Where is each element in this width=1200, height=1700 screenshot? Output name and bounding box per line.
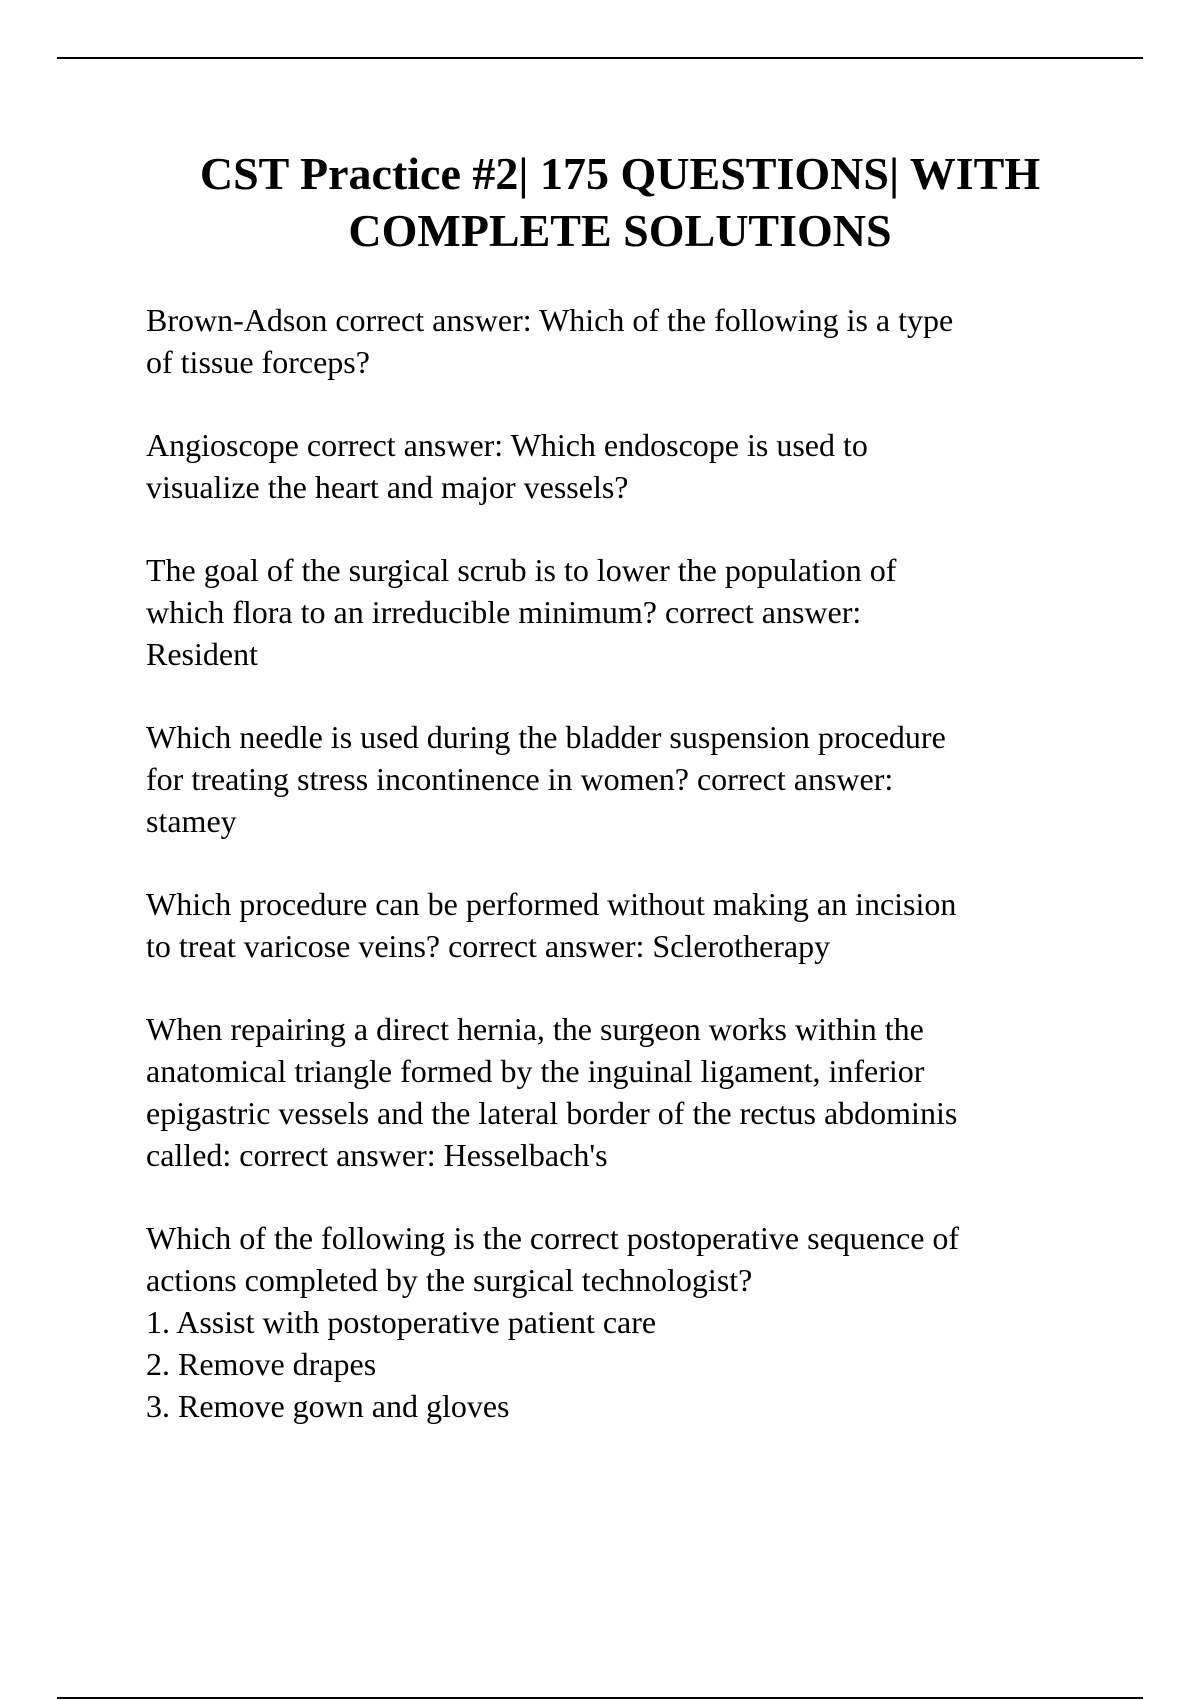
qa-line: Which of the following is the correct postoperative sequence of [146,1220,960,1256]
qa-entry [146,716,1086,842]
qa-line: actions completed by the surgical technologist? [146,1262,753,1298]
qa-line: which flora to an irreducible minimum? correct answer: [146,594,862,630]
qa-line: epigastric vessels and the lateral border of the rectus abdominis [146,1095,958,1131]
bottom-rule [57,1697,1143,1699]
qa-line: Brown-Adson correct answer: Which of the following is a type [146,302,954,338]
title-line: COMPLETE SOLUTIONS [348,205,892,256]
qa-line: When repairing a direct hernia, the surgeon works within the [146,1011,924,1047]
page-title [130,145,1110,259]
title-line: CST Practice #2| 175 QUESTIONS| WITH [199,148,1041,199]
qa-line: visualize the heart and major vessels? [146,469,629,505]
qa-line: Angioscope correct answer: Which endoscope is used to [146,427,868,463]
qa-line: to treat varicose veins? correct answer: Sclerotherapy [146,928,831,964]
qa-line: Which procedure can be performed without making an incision [146,886,957,922]
qa-list-item: 3. Remove gown and gloves [146,1388,510,1424]
qa-entry [146,424,1086,508]
qa-line: Which needle is used during the bladder suspension procedure [146,719,946,755]
qa-line: of tissue forceps? [146,344,370,380]
qa-line: for treating stress incontinence in women? correct answer: [146,761,894,797]
qa-entry [146,299,1086,383]
qa-entry [146,1008,1086,1176]
qa-line: The goal of the surgical scrub is to lower the population of [146,552,897,588]
qa-list [146,299,1086,1468]
qa-entry [146,1217,1086,1427]
qa-list-item: 2. Remove drapes [146,1346,377,1382]
qa-line: stamey [146,803,237,839]
qa-line: called: correct answer: Hesselbach's [146,1137,608,1173]
qa-entry [146,549,1086,675]
qa-list-item: 1. Assist with postoperative patient care [146,1304,657,1340]
qa-line: Resident [146,636,258,672]
qa-line: anatomical triangle formed by the inguinal ligament, inferior [146,1053,925,1089]
top-rule [57,57,1143,59]
qa-entry [146,883,1086,967]
